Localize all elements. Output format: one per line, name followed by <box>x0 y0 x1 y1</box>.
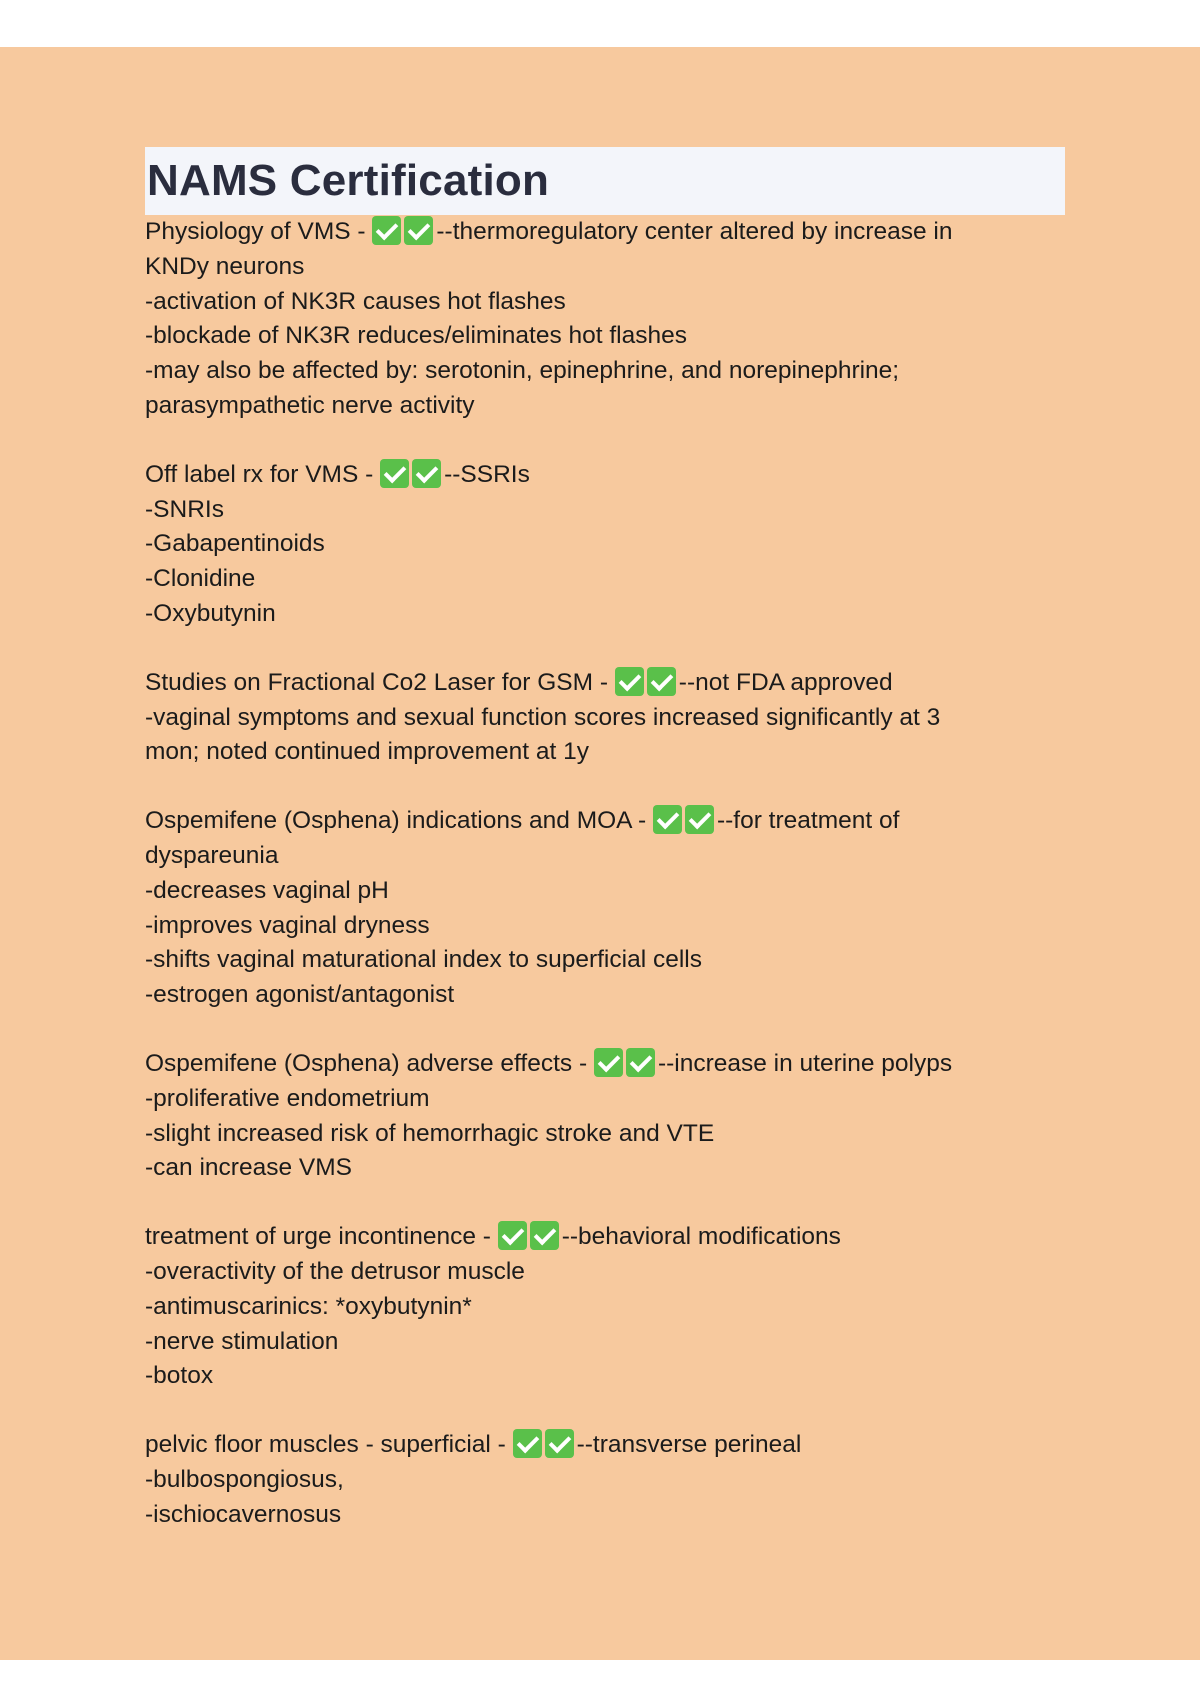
flashcard-answer-line: -ischiocavernosus <box>145 1500 342 1528</box>
flashcard-section <box>145 666 1065 770</box>
flashcard-section <box>145 458 1065 632</box>
flashcard-question: Ospemifene (Osphena) indications and MOA - <box>145 807 653 835</box>
flashcard-answer-line: -estrogen agonist/antagonist <box>145 981 455 1009</box>
flashcard-question-line <box>145 1220 1065 1255</box>
flashcard-section <box>145 1220 1065 1394</box>
check-mark-button-icon <box>498 1221 527 1250</box>
flashcard-answer-line: -vaginal symptoms and sexual function scores increased significantly at 3 <box>145 703 941 731</box>
flashcard-answer-line: -bulbospongiosus, <box>145 1465 344 1493</box>
title-bar <box>145 147 1065 215</box>
flashcard-answer-line: -overactivity of the detrusor muscle <box>145 1257 525 1285</box>
flashcard-question: treatment of urge incontinence - <box>145 1223 498 1251</box>
flashcard-answer-line: -activation of NK3R causes hot flashes <box>145 287 566 315</box>
check-mark-button-icon <box>685 805 714 834</box>
flashcard-answer-line: -Oxybutynin <box>145 599 276 627</box>
flashcard-question: Ospemifene (Osphena) adverse effects - <box>145 1049 594 1077</box>
flashcard-question-line <box>145 1428 1065 1463</box>
flashcard-answer-line: -SNRIs <box>145 495 224 523</box>
flashcard-section <box>145 804 1065 1013</box>
check-mark-button-icon <box>545 1429 574 1458</box>
check-mark-button-icon <box>626 1048 655 1077</box>
answer-marker <box>615 666 679 701</box>
flashcard-question: Studies on Fractional Co2 Laser for GSM - <box>145 668 615 696</box>
flashcard-answer-line: -Gabapentinoids <box>145 530 325 558</box>
check-mark-button-icon <box>404 216 433 245</box>
answer-marker <box>594 1047 658 1082</box>
flashcard-section <box>145 1428 1065 1532</box>
flashcard-answer-line: -antimuscarinics: *oxybutynin* <box>145 1292 472 1320</box>
flashcard-answer-line: -botox <box>145 1362 214 1390</box>
flashcard-answer-line: parasympathetic nerve activity <box>145 391 475 419</box>
flashcard-answer-line: -Clonidine <box>145 565 256 593</box>
flashcard-question-line <box>145 458 1065 493</box>
flashcard-answer-line: dyspareunia <box>145 841 279 869</box>
answer-marker <box>513 1428 577 1463</box>
flashcard-answer-line: -blockade of NK3R reduces/eliminates hot flashes <box>145 322 688 350</box>
check-mark-button-icon <box>647 667 676 696</box>
flashcard-question-line <box>145 1047 1065 1082</box>
check-mark-button-icon <box>380 459 409 488</box>
flashcard-answer: --behavioral modifications <box>561 1223 841 1251</box>
document-content <box>145 147 1065 1567</box>
flashcard-answer-line: -proliferative endometrium <box>145 1084 430 1112</box>
flashcard-list <box>145 215 1065 1533</box>
answer-marker <box>498 1220 562 1255</box>
flashcard-section <box>145 215 1065 424</box>
flashcard-answer: --thermoregulatory center altered by increase in <box>436 218 953 245</box>
check-mark-button-icon <box>372 216 401 245</box>
check-mark-button-icon <box>653 805 682 834</box>
flashcard-answer-line: -shifts vaginal maturational index to superficial cells <box>145 946 702 974</box>
check-mark-button-icon <box>513 1429 542 1458</box>
page-title: NAMS Certification <box>147 156 550 205</box>
flashcard-question: Off label rx for VMS - <box>145 460 381 488</box>
flashcard-answer: --not FDA approved <box>678 668 893 696</box>
flashcard-question-line <box>145 804 1065 839</box>
flashcard-question: pelvic floor muscles - superficial - <box>145 1431 513 1459</box>
flashcard-question: Physiology of VMS - <box>145 218 373 245</box>
flashcard-section <box>145 1047 1065 1186</box>
flashcard-question-line <box>145 215 1065 250</box>
check-mark-button-icon <box>530 1221 559 1250</box>
flashcard-answer: --transverse perineal <box>576 1431 802 1459</box>
answer-marker <box>653 804 717 839</box>
check-mark-button-icon <box>615 667 644 696</box>
check-mark-button-icon <box>594 1048 623 1077</box>
flashcard-question-line <box>145 666 1065 701</box>
flashcard-answer-line: -may also be affected by: serotonin, epinephrine, and norepinephrine; <box>145 357 900 385</box>
flashcard-answer-line: mon; noted continued improvement at 1y <box>145 738 589 766</box>
flashcard-answer-line: -nerve stimulation <box>145 1327 339 1355</box>
answer-marker <box>372 215 436 250</box>
flashcard-answer: --for treatment of <box>716 807 900 835</box>
flashcard-answer-line: -slight increased risk of hemorrhagic stroke and VTE <box>145 1119 715 1147</box>
flashcard-answer-line: -improves vaginal dryness <box>145 911 430 939</box>
flashcard-answer-line: -decreases vaginal pH <box>145 876 389 904</box>
flashcard-answer: --SSRIs <box>444 460 530 488</box>
document-page <box>0 47 1200 1660</box>
check-mark-button-icon <box>412 459 441 488</box>
flashcard-answer-line: KNDy neurons <box>145 252 305 280</box>
flashcard-answer: --increase in uterine polyps <box>657 1049 953 1077</box>
answer-marker <box>380 458 444 493</box>
flashcard-answer-line: -can increase VMS <box>145 1154 352 1182</box>
